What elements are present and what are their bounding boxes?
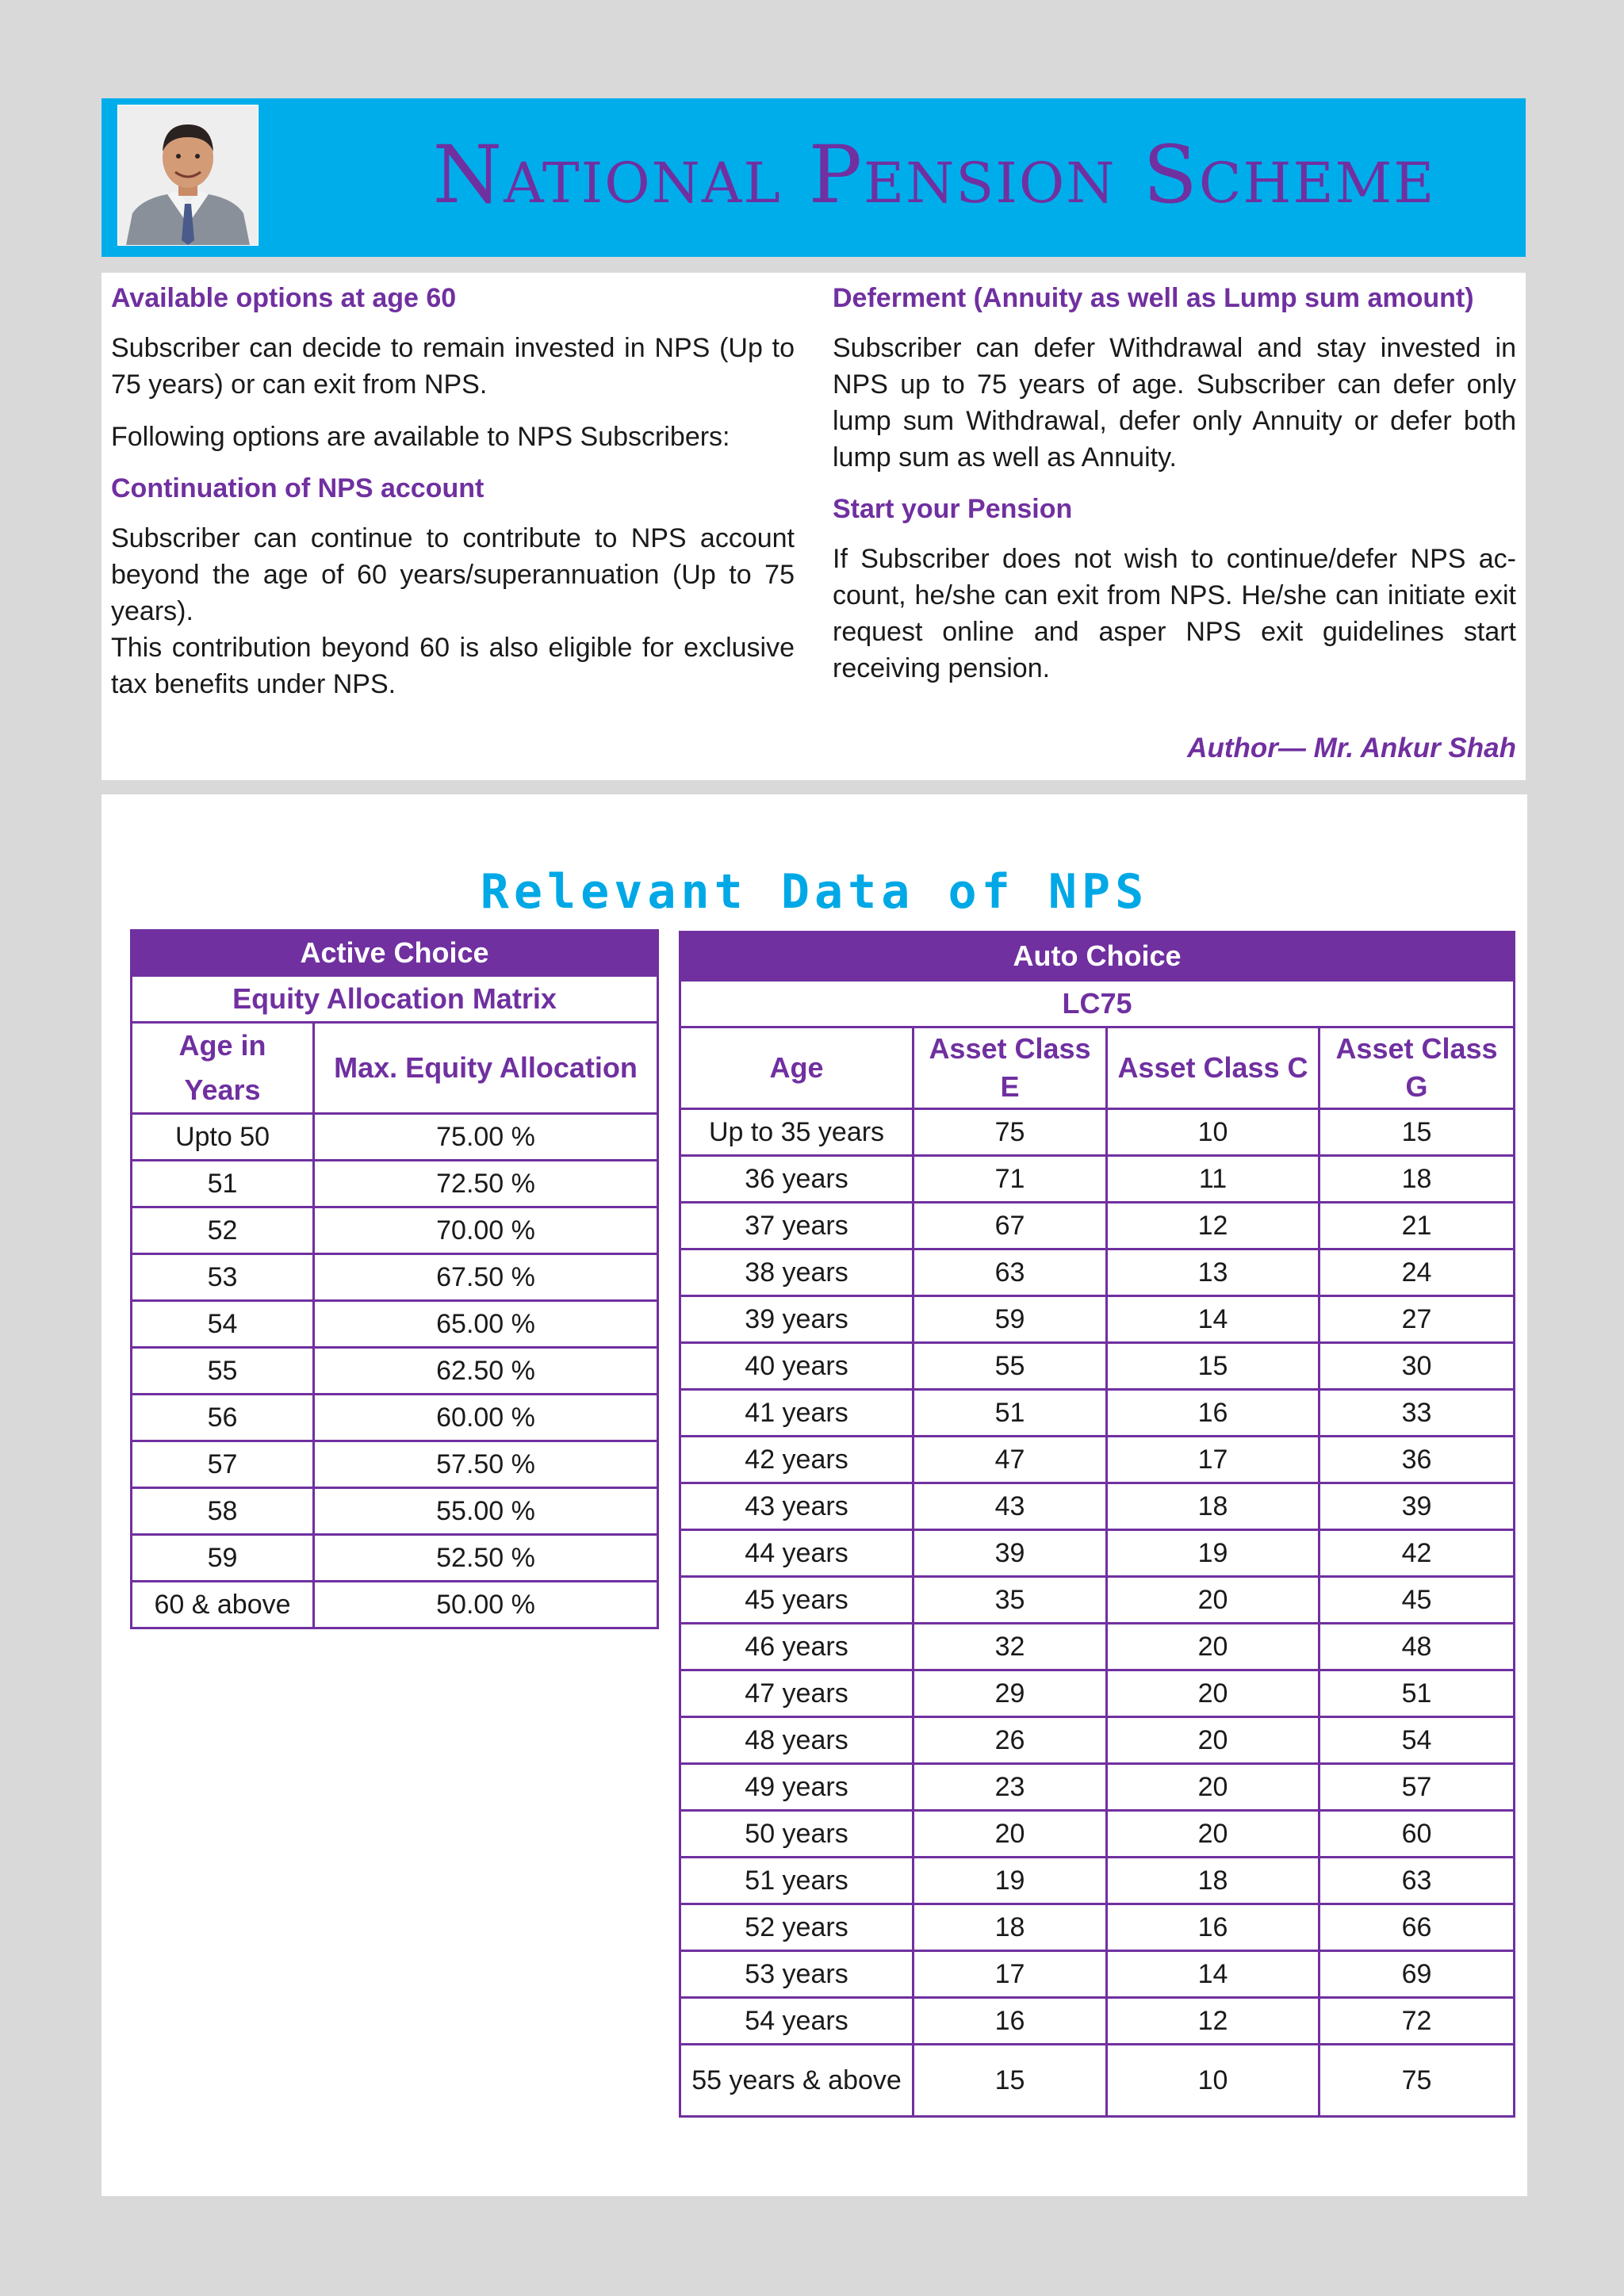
table-row <box>680 1811 1515 1858</box>
table-cell: 36 years <box>680 1156 914 1203</box>
table-cell: 42 years <box>680 1437 914 1483</box>
table-cell: 54 years <box>680 1998 914 2045</box>
table-cell: 10 <box>1107 1109 1320 1156</box>
table-cell: 26 <box>914 1717 1107 1764</box>
table-row <box>680 1203 1515 1249</box>
table-cell: 17 <box>1107 1437 1320 1483</box>
table-cell: 20 <box>1107 1577 1320 1624</box>
table-cell: 45 <box>1320 1577 1515 1624</box>
author-credit: Author— Mr. Ankur Shah <box>1187 733 1516 763</box>
table-cell: 44 years <box>680 1530 914 1577</box>
table-row <box>680 2045 1515 2117</box>
table-cell: 55 <box>914 1343 1107 1390</box>
auto-choice-body <box>680 1109 1515 2117</box>
paragraph: Subscriber can continue to contribute to NPS account beyond the age of 60 years/superannuation (Up to 75 years). <box>111 523 795 627</box>
table-cell: 17 <box>914 1951 1107 1998</box>
table-cell: 54 <box>1320 1717 1515 1764</box>
table-cell: 70.00 % <box>314 1207 658 1254</box>
lc75-subtitle: LC75 <box>680 981 1515 1027</box>
data-section-title: Relevant Data of NPS <box>480 864 1149 920</box>
table-cell: Up to 35 years <box>680 1109 914 1156</box>
table-cell: 18 <box>1320 1156 1515 1203</box>
table-cell: 30 <box>1320 1343 1515 1390</box>
table-cell: 47 years <box>680 1670 914 1717</box>
data-panel <box>102 794 1527 2196</box>
heading-continuation: Continuation of NPS account <box>111 473 485 504</box>
author-photo <box>117 105 259 246</box>
table-cell: 49 years <box>680 1764 914 1811</box>
table-cell: 24 <box>1320 1249 1515 1296</box>
table-row <box>680 1390 1515 1437</box>
table-row <box>680 1109 1515 1156</box>
table-cell: 75 <box>1320 2045 1515 2117</box>
table-row <box>680 1437 1515 1483</box>
table-row <box>680 1904 1515 1951</box>
author-portrait-icon <box>118 105 258 245</box>
table-row <box>132 1207 658 1254</box>
table-cell: 12 <box>1107 1998 1320 2045</box>
table-cell: 60 <box>1320 1811 1515 1858</box>
paragraph: This contribution beyond 60 is also eligible for exclusive tax benefits under NPS. <box>111 633 795 700</box>
table-cell: 62.50 % <box>314 1348 658 1395</box>
table-row <box>132 1254 658 1301</box>
table-cell: 20 <box>1107 1717 1320 1764</box>
page-title: National Pension Scheme <box>432 128 1436 221</box>
active-choice-title: Active Choice <box>132 931 658 976</box>
table-cell: Upto 50 <box>132 1114 314 1161</box>
table-cell: 38 years <box>680 1249 914 1296</box>
table-row <box>680 1764 1515 1811</box>
table-cell: 16 <box>914 1998 1107 2045</box>
table-cell: 75 <box>914 1109 1107 1156</box>
table-cell: 20 <box>1107 1624 1320 1670</box>
table-cell: 53 <box>132 1254 314 1301</box>
table-cell: 39 years <box>680 1296 914 1343</box>
column-header-age: Age <box>680 1027 914 1109</box>
table-cell: 63 <box>1320 1858 1515 1904</box>
paragraph: If Subscriber does not wish to continue/defer NPS ac-count, he/she can exit from NPS. He/she can initiate exit request online and asper NPS exit guidelines start receiving pension. <box>833 544 1516 684</box>
table-cell: 58 <box>132 1488 314 1535</box>
table-cell: 20 <box>914 1811 1107 1858</box>
column-header-max-equity: Max. Equity Allocation <box>314 1023 658 1114</box>
table-cell: 55 <box>132 1348 314 1395</box>
column-header-age: Age in Years <box>132 1023 314 1114</box>
table-cell: 19 <box>914 1858 1107 1904</box>
table-cell: 11 <box>1107 1156 1320 1203</box>
table-cell: 48 <box>1320 1624 1515 1670</box>
table-cell: 16 <box>1107 1904 1320 1951</box>
table-cell: 67 <box>914 1203 1107 1249</box>
table-cell: 18 <box>1107 1858 1320 1904</box>
heading-options-at-60: Available options at age 60 <box>111 283 457 313</box>
table-cell: 51 <box>132 1161 314 1207</box>
table-cell: 52.50 % <box>314 1535 658 1582</box>
table-cell: 18 <box>1107 1483 1320 1530</box>
heading-deferment: Deferment (Annuity as well as Lump sum amount) <box>833 283 1474 313</box>
paragraph: Following options are available to NPS Subscribers: <box>111 422 730 453</box>
table-cell: 21 <box>1320 1203 1515 1249</box>
table-cell: 39 <box>1320 1483 1515 1530</box>
table-cell: 66 <box>1320 1904 1515 1951</box>
table-row <box>680 1998 1515 2045</box>
table-cell: 35 <box>914 1577 1107 1624</box>
table-cell: 15 <box>1320 1109 1515 1156</box>
table-cell: 51 <box>914 1390 1107 1437</box>
table-cell: 52 years <box>680 1904 914 1951</box>
table-cell: 72 <box>1320 1998 1515 2045</box>
table-cell: 29 <box>914 1670 1107 1717</box>
auto-choice-title: Auto Choice <box>680 932 1515 981</box>
table-cell: 19 <box>1107 1530 1320 1577</box>
column-header-asset-c: Asset Class C <box>1107 1027 1320 1109</box>
table-cell: 15 <box>914 2045 1107 2117</box>
table-row <box>132 1348 658 1395</box>
table-cell: 59 <box>132 1535 314 1582</box>
article-right-column <box>833 281 1516 702</box>
table-cell: 75.00 % <box>314 1114 658 1161</box>
table-row <box>680 1951 1515 1998</box>
paragraph: Subscriber can defer Withdrawal and stay invested in NPS up to 75 years of age. Subscriber can defer only lump sum Withdrawal, defer only Annuity or defer both lump sum as well as Annuity. <box>833 333 1516 473</box>
table-cell: 15 <box>1107 1343 1320 1390</box>
table-cell: 71 <box>914 1156 1107 1203</box>
table-cell: 23 <box>914 1764 1107 1811</box>
table-row <box>680 1717 1515 1764</box>
table-row <box>132 1535 658 1582</box>
table-cell: 33 <box>1320 1390 1515 1437</box>
table-row <box>680 1249 1515 1296</box>
table-cell: 50 years <box>680 1811 914 1858</box>
table-cell: 63 <box>914 1249 1107 1296</box>
table-row <box>680 1483 1515 1530</box>
table-cell: 67.50 % <box>314 1254 658 1301</box>
table-cell: 54 <box>132 1301 314 1348</box>
table-cell: 65.00 % <box>314 1301 658 1348</box>
table-cell: 57.50 % <box>314 1441 658 1488</box>
table-row <box>132 1441 658 1488</box>
table-cell: 43 years <box>680 1483 914 1530</box>
header-banner <box>102 98 1526 257</box>
auto-choice-table <box>679 931 1515 2118</box>
table-cell: 27 <box>1320 1296 1515 1343</box>
table-cell: 40 years <box>680 1343 914 1390</box>
table-cell: 45 years <box>680 1577 914 1624</box>
table-cell: 57 <box>132 1441 314 1488</box>
equity-matrix-subtitle: Equity Allocation Matrix <box>132 976 658 1023</box>
table-row <box>680 1858 1515 1904</box>
table-cell: 10 <box>1107 2045 1320 2117</box>
active-choice-body <box>132 1114 658 1628</box>
table-cell: 20 <box>1107 1764 1320 1811</box>
table-cell: 20 <box>1107 1670 1320 1717</box>
table-row <box>132 1301 658 1348</box>
table-cell: 52 <box>132 1207 314 1254</box>
heading-start-pension: Start your Pension <box>833 494 1073 525</box>
table-row <box>680 1624 1515 1670</box>
active-choice-table <box>130 929 659 1629</box>
table-cell: 69 <box>1320 1951 1515 1998</box>
table-cell: 60 & above <box>132 1582 314 1628</box>
table-cell: 47 <box>914 1437 1107 1483</box>
table-row <box>132 1395 658 1441</box>
table-cell: 57 <box>1320 1764 1515 1811</box>
table-cell: 55 years & above <box>680 2045 914 2117</box>
table-cell: 32 <box>914 1624 1107 1670</box>
table-row <box>680 1670 1515 1717</box>
column-header-asset-g: Asset Class G <box>1320 1027 1515 1109</box>
table-cell: 72.50 % <box>314 1161 658 1207</box>
table-cell: 60.00 % <box>314 1395 658 1441</box>
paragraph: Subscriber can decide to remain invested in NPS (Up to 75 years) or can exit from NPS. <box>111 333 795 400</box>
table-cell: 18 <box>914 1904 1107 1951</box>
table-cell: 36 <box>1320 1437 1515 1483</box>
table-cell: 42 <box>1320 1530 1515 1577</box>
article-panel <box>102 273 1526 780</box>
article-left-column <box>111 281 795 718</box>
table-cell: 55.00 % <box>314 1488 658 1535</box>
table-row <box>680 1530 1515 1577</box>
table-cell: 56 <box>132 1395 314 1441</box>
column-header-asset-e: Asset Class E <box>914 1027 1107 1109</box>
table-row <box>132 1582 658 1628</box>
table-cell: 20 <box>1107 1811 1320 1858</box>
table-cell: 51 years <box>680 1858 914 1904</box>
table-row <box>132 1114 658 1161</box>
table-cell: 41 years <box>680 1390 914 1437</box>
table-cell: 43 <box>914 1483 1107 1530</box>
table-cell: 16 <box>1107 1390 1320 1437</box>
table-row <box>132 1161 658 1207</box>
table-cell: 48 years <box>680 1717 914 1764</box>
table-row <box>132 1488 658 1535</box>
table-cell: 46 years <box>680 1624 914 1670</box>
table-cell: 59 <box>914 1296 1107 1343</box>
table-cell: 13 <box>1107 1249 1320 1296</box>
table-row <box>680 1343 1515 1390</box>
table-cell: 39 <box>914 1530 1107 1577</box>
table-row <box>680 1577 1515 1624</box>
table-cell: 14 <box>1107 1951 1320 1998</box>
table-row <box>680 1296 1515 1343</box>
table-cell: 14 <box>1107 1296 1320 1343</box>
table-cell: 12 <box>1107 1203 1320 1249</box>
table-row <box>680 1156 1515 1203</box>
table-cell: 37 years <box>680 1203 914 1249</box>
table-cell: 51 <box>1320 1670 1515 1717</box>
table-cell: 50.00 % <box>314 1582 658 1628</box>
table-cell: 53 years <box>680 1951 914 1998</box>
